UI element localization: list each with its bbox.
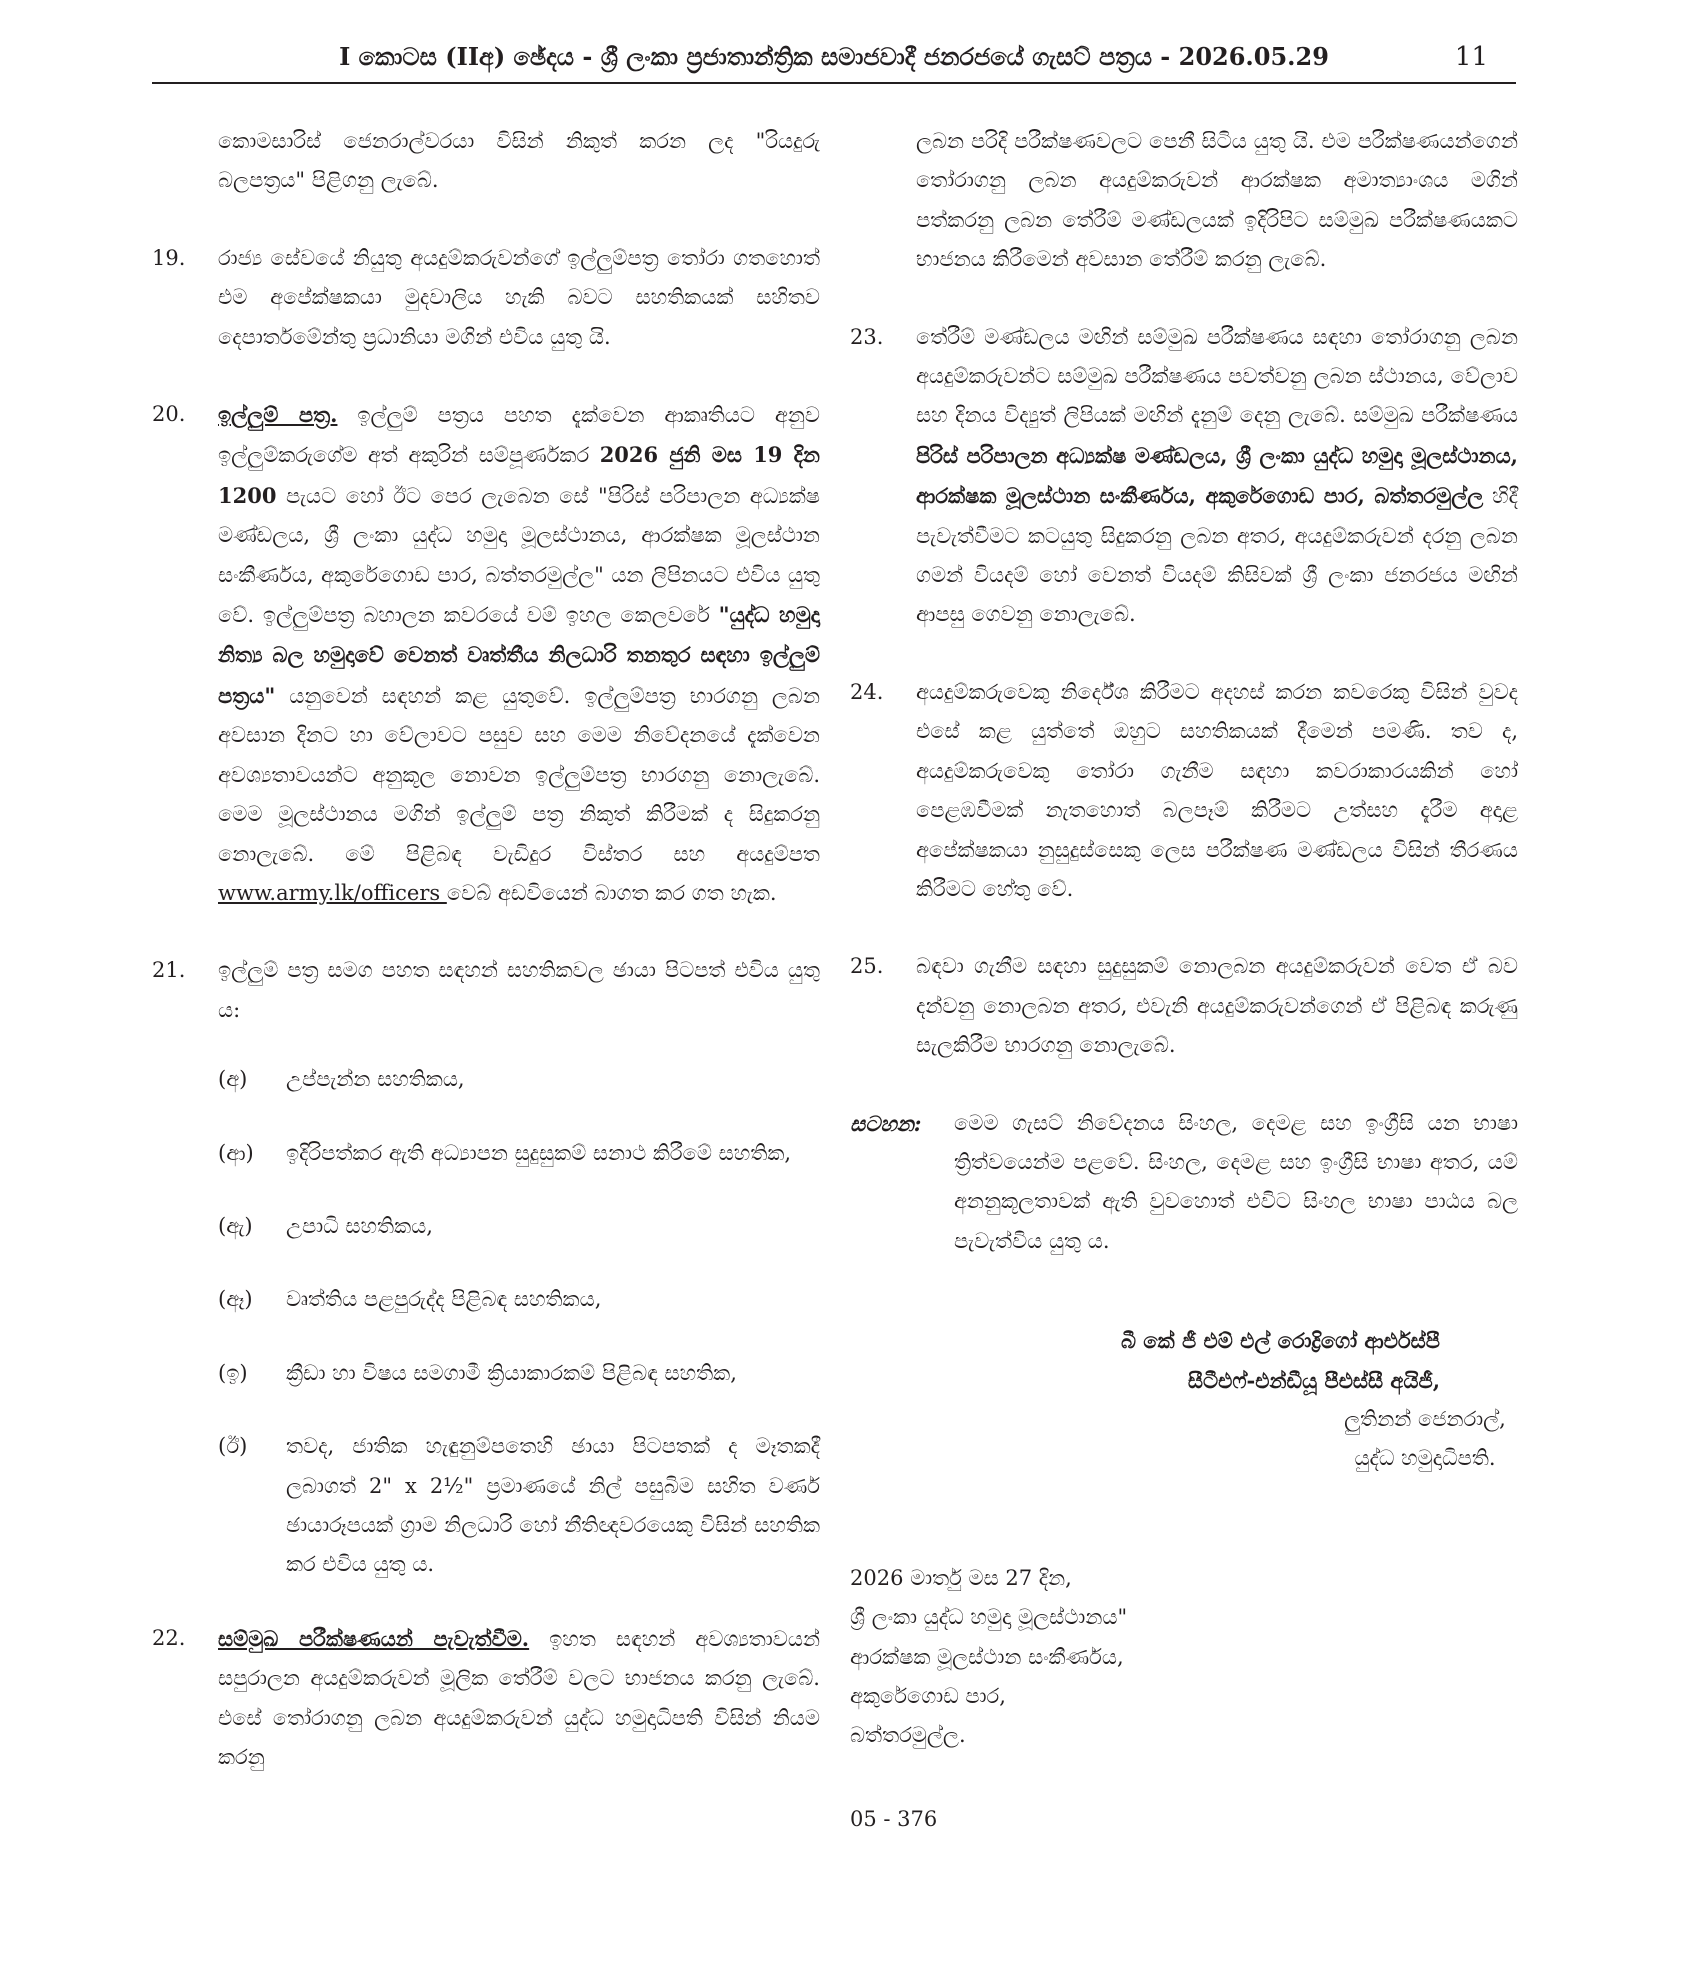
list-item — [152, 1280, 820, 1319]
text-segment: පැයට හෝ ඊට පෙර ලැබෙන සේ "පිරිස් පරිපාලන අධ්‍යක්ෂ මණ්ඩලය, ශ්‍රී ලංකා යුද්ධ හමුදා මූලස්ථානය, ආරක්ෂක මූලස්ථාන සංකීර්ණය, අකුරේගොඩ පාර, බත්තරමුල්ල" යන ලිපිනයට එවිය යුතු වේ. ඉල්ලුම්පත්‍ර බහාලන කවරයේ වම් ඉහල කෙලවරේ — [218, 483, 820, 628]
issue-date: 2026 මාර්තු මස 27 දින, — [850, 1565, 1072, 1590]
note-label: සටහන: — [850, 1110, 922, 1136]
right-column — [850, 122, 1518, 1839]
note-text: මෙම ගැසට් නිවේදනය සිංහල, දෙමළ සහ ඉංග්‍රීසි යන භාෂා ත්‍රිත්වයෙන්ම පළවේ. සිංහල, දෙමළ සහ ඉංග්‍රීසි භාෂා අතර, යම් අනනුකූලතාවක් ඇති වුවහොත් එවිට සිංහල භාෂා පාඨය බල පැවැත්විය යුතු ය. — [954, 1110, 1518, 1253]
paragraph-text: බඳවා ගැනීම සඳහා සුදුසුකම් නොලබන අයදුම්කරුවන් වෙත ඒ බව දන්වනු නොලබන අතර, එවැනි අයදුම්කරුවන්ගෙන් ඒ පිළිබඳ කරුණු සැලකිරීම භාරගනු නොලැබේ. — [916, 954, 1518, 1058]
paragraph-number: 25. — [850, 954, 884, 979]
paragraph-text — [218, 395, 820, 913]
paragraph-23 — [850, 318, 1518, 635]
envelope-label-text: "යුද්ධ හමුදා නිත්‍ය බල හමුදාවේ වෙනත් වෘත්තීය නිලධාරි තනතුර සඳහා ඉල්ලුම් පත්‍රය" — [218, 602, 820, 708]
paragraph-heading: සම්මුඛ පරීක්ෂණයන් පැවැත්වීම. — [218, 1625, 530, 1651]
reference-number: 05 - 376 — [850, 1806, 938, 1831]
list-item — [152, 1427, 820, 1585]
list-item-text: ඉදිරිපත්කර ඇති අධ්‍යාපන සුදුසුකම් සනාථ කිරීමේ සහතික, — [286, 1140, 792, 1165]
text-segment: හිදී පැවැත්වීමට කටයුතු සිදුකරනු ලබන අතර, අයදුම්කරුවන් දරනු ලබන ගමන් වියදම් හෝ වෙනත් වියදම් කිසිවක් ශ්‍රී ලංකා ජනරජය මඟින් ආපසු ගෙවනු නොලැබේ. — [916, 484, 1519, 627]
list-item-text: ක්‍රීඩා හා විෂය සමගාමී ක්‍රියාකාරකම් පිළිබඳ සහතික, — [286, 1360, 737, 1385]
paragraph-number: 21. — [152, 958, 186, 983]
text-segment: ඉහත සඳහන් අවශ්‍යතාවයන් සපුරාලන අයදුම්කරුවන් මූලික තේරීම් වලට භාජනය කරනු ලැබේ. එසේ තෝරාගනු ලබන අයදුම්කරුවන් යුද්ධ හමුදාධිපති විසින් නියම කරනු — [218, 1626, 820, 1769]
address-line: ශ්‍රී ලංකා යුද්ධ හමුදා මූලස්ථානය" — [850, 1605, 1128, 1630]
paragraph-number: 24. — [850, 679, 884, 704]
list-item-text: උපාධි සහතිකය, — [286, 1213, 433, 1238]
text-segment: තේරීම් මණ්ඩලය මඟින් සම්මුඛ පරීක්ෂණය සඳහා තෝරාගනු ලබන අයදුම්කරුවන්ට සම්මුඛ පරීක්ෂණය පවත්වනු ලබන ස්ථානය, වේලාව සහ දිනය විද්‍යුත් ලිපියක් මඟින් දැනුම් දෙනු ලැබේ. සම්මුඛ පරීක්ෂණය — [916, 324, 1518, 428]
list-item — [152, 1060, 820, 1099]
list-item — [152, 1207, 820, 1246]
signature-block — [850, 1321, 1518, 1479]
address-line: බත්තරමුල්ල. — [850, 1723, 966, 1748]
continuation-text-right: ලබන පරිදි පරීක්ෂණවලට පෙනී සිටිය යුතු යි. එම පරීක්ෂණයන්ගෙන් තෝරාගනු ලබන අයදුම්කරුවන් ආරක්ෂක අමාත්‍යාංශය මගින් පත්කරනු ලබන තේරීම් මණ්ඩලයක් ඉදිරිපිට සම්මුඛ පරීක්ෂණයකට භාජනය කිරීමෙන් අවසාන තේරීම් කරනු ලැබේ. — [916, 129, 1518, 272]
left-column — [152, 122, 820, 1815]
note-block — [850, 1104, 1518, 1262]
paragraph-20 — [152, 395, 820, 913]
interview-venue-text: පිරිස් පරිපාලන අධ්‍යක්ෂ මණ්ඩලය, ශ්‍රී ලංකා යුද්ධ හමුදා මූලස්ථානය, ආරක්ෂක මූලස්ථාන සංකීර්ණය, අකුරේගොඩ පාර, බත්තරමුල්ල — [916, 442, 1518, 509]
continuation-text-left: කොමසාරිස් ජෙනරාල්වරයා විසින් නිකුත් කරන ලද "රියදුරු බලපත්‍රය" පිළිගනු ලැබේ. — [218, 129, 820, 193]
paragraph-number: 19. — [152, 245, 186, 270]
list-item-text: තවද, ජාතික හැඳුනුම්පතෙහි ඡායා පිටපතක් ද මෑතකදී ලබාගත් 2" x 2½" ප්‍රමාණයේ නිල් පසුබිම සහිත වර්ණ ඡායාරූපයක් ග්‍රාම නිලධාරි හෝ නීතිඥවරයෙකු විසින් සහතික කර එවිය යුතු ය. — [286, 1434, 820, 1577]
list-item-text: උප්පැන්න සහතිකය, — [286, 1067, 465, 1092]
paragraph-21 — [152, 951, 820, 1030]
text-segment: ඉල්ලුම් පත්‍රය පහත දැක්වෙන ආකෘතියට අනුව ඉල්ලුම්කරුගේම අත් අකුරින් සම්පූර්ණකර — [218, 403, 820, 468]
paragraph-text: ඉල්ලුම් පත්‍ර සමග පහත සඳහන් සහතිකවල ඡායා පිටපත් එවිය යුතු ය: — [218, 958, 820, 1022]
page-header — [152, 40, 1516, 84]
list-item-label: (ඉ) — [218, 1360, 248, 1385]
list-item — [152, 1134, 820, 1173]
paragraph-text: අයදුම්කරුවෙකු නිර්දේශ කිරීමට අදහස් කරන කවරෙකු විසින් වුවද එසේ කළ යුත්තේ ඔහුට සහතිකයක් දීමෙන් පමණි. තව ද, අයදුම්කරුවෙකු තෝරා ගැනීම සඳහා කවරාකාරයකින් හෝ පෙළඹවීමක් නැතහොත් බලපෑම් කිරීමට උත්සහ දැරීම අදාළ අපේක්ෂකයා නුසුදුස්සෙකු ලෙස පරීක්ෂණ මණ්ඩලය විසින් තීරණය කිරීමට හේතු වේ. — [916, 679, 1518, 901]
address-line: ආරක්ෂක මූලස්ථාන සංකීර්ණය, — [850, 1644, 1124, 1669]
paragraph-text: රාජ්‍ය සේවයේ නියුතු අයදුම්කරුවන්ගේ ඉල්ලුම්පත්‍ර තෝරා ගතහොත් එම අපේක්ෂකයා මුදවාලිය හැකි බවට සහතිකයක් සහිතව දෙපාර්තමේන්තු ප්‍රධානියා මගින් එවිය යුතු යි. — [218, 245, 820, 349]
signatory-rank: ලුතිනන් ජෙනරාල්, — [1344, 1406, 1506, 1431]
signatory-honours: සීටීඑෆ්-එන්ඩීයූ පීඑස්සී අයිජී, — [1187, 1367, 1440, 1393]
signatory-title: යුද්ධ හමුදාධිපති. — [1354, 1446, 1496, 1471]
paragraph-25 — [850, 947, 1518, 1065]
deadline-text: 2026 ජුනි මස 19 දින 1200 — [218, 442, 820, 508]
address-line: අකුරේගොඩ පාර, — [850, 1684, 1006, 1708]
paragraph-22 — [152, 1619, 820, 1778]
signatory-name: බී කේ ජී එම් එල් රොද්‍රිගෝ ආර්එස්පී — [1120, 1328, 1440, 1354]
army-website-link[interactable]: www.army.lk/officers — [218, 880, 447, 905]
list-item-label: (ඇ) — [218, 1213, 253, 1238]
list-item — [152, 1354, 820, 1393]
list-item-label: (ආ) — [218, 1140, 254, 1165]
paragraph-number: 22. — [152, 1625, 186, 1650]
paragraph-number: 23. — [850, 324, 884, 349]
paragraph-heading: ඉල්ලුම් පත්‍ර. — [218, 402, 338, 428]
paragraph-24 — [850, 673, 1518, 909]
paragraph-number: 20. — [152, 402, 186, 427]
certificate-list — [152, 1060, 820, 1585]
paragraph-19 — [152, 239, 820, 357]
list-item-label: (අ) — [218, 1067, 248, 1092]
date-address-block — [850, 1559, 1518, 1756]
text-segment: යනුවෙන් සඳහන් කළ යුතුවේ. ඉල්ලුම්පත්‍ර භාරගනු ලබන අවසාන දිනට හා වේලාවට පසුව සහ මෙම නිවේදනයේ දැක්වෙන අවශ්‍යතාවයන්ට අනුකූල නොවන ඉල්ලුම්පත්‍ර භාරගනු නොලැබේ. මෙම මූලස්ථානය මගින් ඉල්ලුම් පත්‍ර නිකුත් කිරීමක් ද සිදුකරනු නොලැබේ. මේ පිළිබඳ වැඩිදුර විස්තර සහ අයදුම්පත — [218, 683, 820, 866]
list-item-text: වෘත්තිය පළපුරුද්ද පිළිබඳ සහතිකය, — [286, 1287, 602, 1312]
text-segment: වෙබ් අඩවියෙන් බාගත කර ගත හැක. — [446, 880, 777, 905]
gazette-header-title: I කොටස (IIඅ) ඡේදය - ශ්‍රී ලංකා ප්‍රජාතාන්ත්‍රික සමාජවාදී ජනරජයේ ගැසට් පත්‍රය - 2026.05.29 — [339, 42, 1329, 71]
list-item-label: (ඊ) — [218, 1434, 248, 1459]
paragraph-text — [916, 318, 1518, 635]
page-number: 11 — [1454, 42, 1488, 72]
list-item-label: (ඈ) — [218, 1287, 253, 1312]
paragraph-text — [218, 1619, 820, 1778]
